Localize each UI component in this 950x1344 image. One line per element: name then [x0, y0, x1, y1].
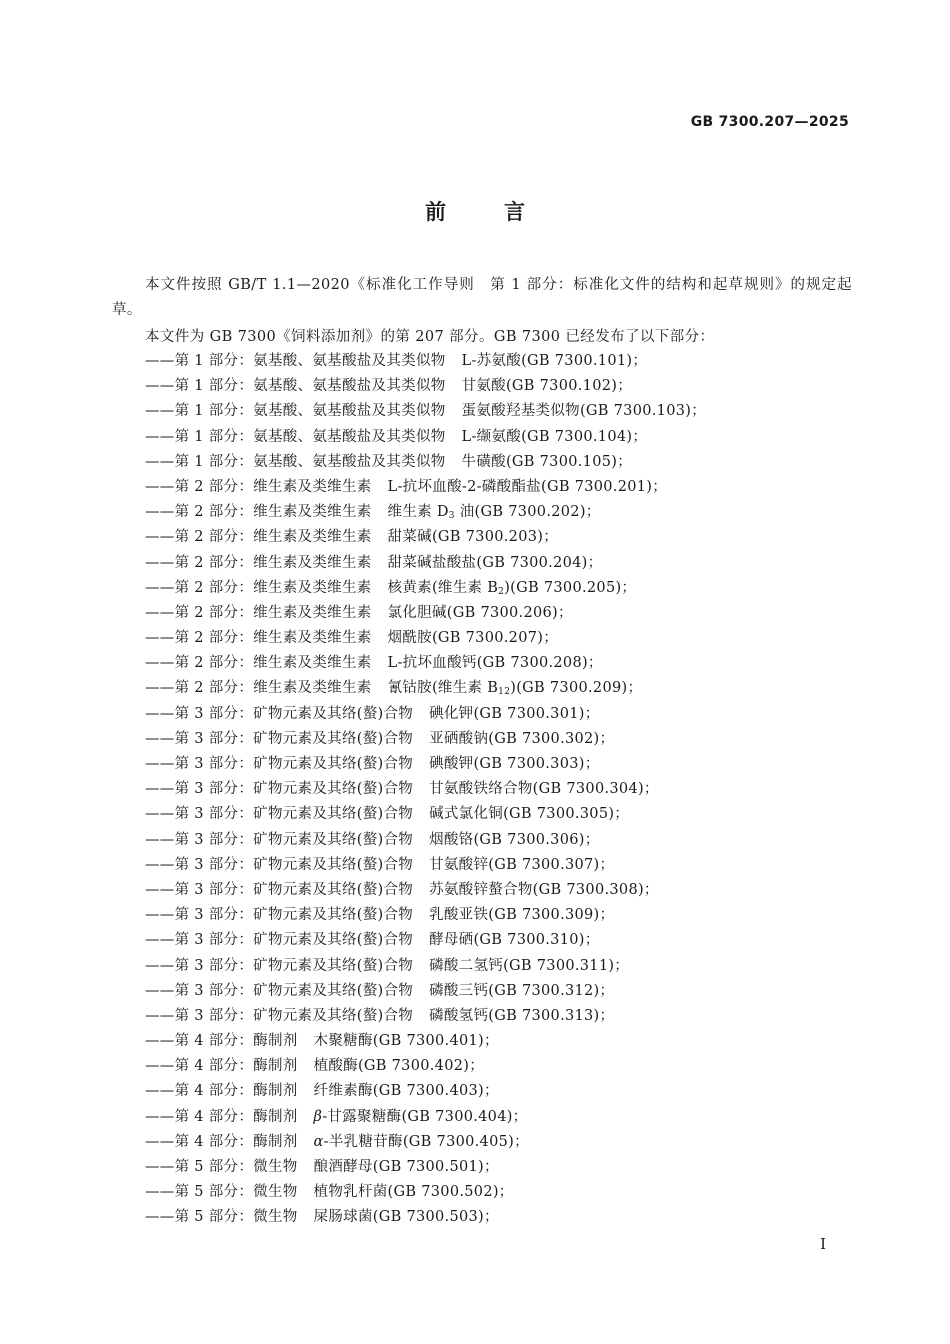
part-reference: (GB 7300.204)； — [476, 554, 603, 571]
part-prefix: ——第 2 部分：维生素及类维生素 — [145, 655, 372, 672]
part-name-text: L-抗坏血酸-2-磷酸酯盐 — [387, 478, 541, 495]
part-name-text: 甘氨酸锌 — [429, 856, 489, 873]
part-name — [462, 353, 522, 369]
part-reference: (GB 7300.306)； — [473, 831, 600, 848]
part-reference: (GB 7300.205)； — [510, 579, 637, 596]
part-name-suffix: ) — [504, 579, 511, 596]
part-name — [388, 630, 432, 646]
part-reference: (GB 7300.103)； — [579, 403, 707, 420]
part-reference: (GB 7300.102)； — [505, 378, 633, 395]
part-prefix: ——第 3 部分：矿物元素及其络(螯)合物 — [145, 730, 414, 747]
part-prefix: ——第 3 部分：矿物元素及其络(螯)合物 — [145, 781, 414, 798]
list-item — [145, 1180, 706, 1205]
part-prefix: ——第 4 部分：酶制剂 — [145, 1133, 298, 1150]
part-name — [429, 983, 488, 999]
part-name-text: 烟酰胺 — [387, 630, 432, 647]
part-reference: (GB 7300.302)； — [488, 730, 615, 747]
list-item — [145, 475, 706, 500]
part-name-text: 维生素 D — [387, 504, 449, 521]
part-prefix: ——第 3 部分：矿物元素及其络(螯)合物 — [145, 1007, 414, 1024]
part-reference: (GB 7300.401)； — [372, 1033, 499, 1050]
part-prefix: ——第 2 部分：维生素及类维生素 — [145, 529, 372, 546]
part-prefix: ——第 2 部分：维生素及类维生素 — [145, 554, 372, 571]
intro-paragraph-2: 本文件为 GB 7300《饲料添加剂》的第 207 部分。GB 7300 已经发布了以下部分： — [145, 329, 715, 345]
list-item — [145, 777, 706, 802]
list-item — [145, 601, 706, 626]
list-item — [145, 1155, 706, 1180]
part-name-text: 牛磺酸 — [461, 453, 506, 470]
list-item — [145, 727, 706, 752]
part-reference: (GB 7300.206)； — [446, 604, 573, 621]
list-item — [145, 853, 706, 878]
part-prefix: ——第 1 部分：氨基酸、氨基酸盐及其类似物 — [145, 428, 446, 445]
list-item — [145, 1029, 706, 1054]
part-name — [429, 857, 488, 873]
part-prefix: ——第 1 部分：氨基酸、氨基酸盐及其类似物 — [145, 453, 446, 470]
part-name — [388, 680, 517, 696]
part-reference: (GB 7300.402)； — [357, 1058, 485, 1075]
part-name — [462, 403, 580, 419]
list-item — [145, 702, 706, 727]
part-name — [429, 731, 488, 747]
part-name — [388, 655, 477, 671]
list-item — [145, 425, 706, 450]
part-reference: (GB 7300.301)； — [473, 705, 600, 722]
part-name-text: 乳酸亚铁 — [429, 907, 489, 924]
part-name-text: 酵母硒 — [429, 932, 474, 949]
part-reference: (GB 7300.309)； — [488, 907, 615, 924]
part-name — [429, 832, 473, 848]
part-reference: (GB 7300.312)； — [488, 982, 615, 999]
list-item — [145, 450, 706, 475]
part-name — [314, 1209, 373, 1225]
part-name-text: 磷酸氢钙 — [429, 1007, 489, 1024]
part-name-text: 植物乳杆菌 — [313, 1184, 388, 1201]
part-name-text: 磷酸三钙 — [429, 982, 489, 999]
part-prefix: ——第 1 部分：氨基酸、氨基酸盐及其类似物 — [145, 353, 446, 369]
part-name-text: 蛋氨酸羟基类似物 — [461, 403, 580, 420]
part-name-text: 甜菜碱 — [387, 529, 432, 546]
part-reference: (GB 7300.208)； — [476, 655, 603, 672]
standard-number: GB 7300.207—2025 — [690, 114, 849, 130]
part-reference: (GB 7300.307)； — [488, 856, 615, 873]
subscript: 12 — [498, 687, 511, 698]
part-reference: (GB 7300.105)； — [505, 453, 633, 470]
list-item — [145, 374, 706, 399]
part-name — [429, 756, 473, 772]
part-reference: (GB 7300.209)； — [516, 680, 643, 697]
part-name — [429, 806, 503, 822]
part-reference: (GB 7300.502)； — [387, 1184, 514, 1201]
part-name-text: 酿酒酵母 — [313, 1159, 373, 1175]
part-name — [429, 958, 503, 974]
list-item — [145, 551, 706, 576]
list-item — [145, 626, 706, 651]
part-name-text: 磷酸二氢钙 — [429, 957, 504, 974]
part-name — [314, 1184, 388, 1200]
part-reference: (GB 7300.207)； — [431, 630, 559, 647]
part-name-text: 木聚糖酶 — [313, 1033, 373, 1050]
part-prefix: ——第 5 部分：微生物 — [145, 1209, 298, 1226]
part-name — [388, 529, 432, 545]
part-name-text: 碱式氯化铜 — [429, 806, 504, 823]
part-reference: (GB 7300.405)； — [402, 1133, 529, 1150]
part-prefix: ——第 3 部分：矿物元素及其络(螯)合物 — [145, 932, 414, 949]
part-prefix: ——第 2 部分：维生素及类维生素 — [145, 504, 372, 521]
part-prefix: ——第 3 部分：矿物元素及其络(螯)合物 — [145, 907, 414, 924]
part-name — [388, 580, 511, 596]
part-prefix: ——第 4 部分：酶制剂 — [145, 1108, 298, 1125]
list-item — [145, 1205, 706, 1230]
part-name-suffix: 油 — [454, 504, 475, 521]
part-prefix: ——第 3 部分：矿物元素及其络(螯)合物 — [145, 756, 414, 772]
part-prefix: ——第 3 部分：矿物元素及其络(螯)合物 — [145, 705, 414, 722]
greek-letter: β — [313, 1108, 323, 1125]
list-item — [145, 1004, 706, 1029]
part-reference: (GB 7300.203)； — [431, 529, 559, 546]
list-item — [145, 954, 706, 979]
list-item — [145, 802, 706, 827]
part-name-text: L-抗坏血酸钙 — [387, 655, 477, 672]
part-prefix: ——第 3 部分：矿物元素及其络(螯)合物 — [145, 881, 414, 898]
part-reference: (GB 7300.501)； — [372, 1159, 499, 1175]
part-name — [429, 781, 533, 797]
part-prefix: ——第 5 部分：微生物 — [145, 1184, 298, 1201]
list-item — [145, 903, 706, 928]
part-name — [388, 605, 447, 621]
part-name-text: 植酸酶 — [313, 1058, 358, 1075]
part-prefix: ——第 5 部分：微生物 — [145, 1159, 298, 1175]
page-number: I — [820, 1235, 826, 1253]
part-name-text: 屎肠球菌 — [313, 1209, 373, 1226]
part-name-text: 甜菜碱盐酸盐 — [387, 554, 477, 571]
greek-letter: α — [313, 1133, 324, 1150]
page-title: 前言 — [425, 200, 583, 224]
list-item — [145, 1105, 706, 1130]
part-name-text: 亚硒酸钠 — [429, 730, 489, 747]
parts-list — [145, 349, 706, 1231]
part-reference: (GB 7300.101)； — [521, 353, 648, 369]
list-item — [145, 1130, 706, 1155]
part-name — [314, 1033, 373, 1049]
part-prefix: ——第 2 部分：维生素及类维生素 — [145, 680, 372, 697]
list-item — [145, 651, 706, 676]
part-name — [314, 1083, 373, 1099]
part-name-suffix: ) — [510, 680, 517, 697]
part-prefix: ——第 2 部分：维生素及类维生素 — [145, 478, 372, 495]
part-name — [462, 429, 522, 445]
part-name — [314, 1159, 373, 1175]
part-name-text: 纤维素酶 — [313, 1083, 373, 1100]
subscript: 2 — [498, 586, 505, 597]
part-prefix: ——第 2 部分：维生素及类维生素 — [145, 630, 372, 647]
list-item — [145, 878, 706, 903]
part-name — [429, 706, 473, 722]
list-item — [145, 1079, 706, 1104]
part-name — [314, 1109, 402, 1125]
list-item — [145, 928, 706, 953]
part-prefix: ——第 1 部分：氨基酸、氨基酸盐及其类似物 — [145, 378, 446, 395]
part-name — [314, 1058, 358, 1074]
intro-paragraph-1: 本文件按照 GB/T 1.1—2020《标准化工作导则 第 1 部分：标准化文件的结构和起草规则》的规定起草。 — [112, 277, 852, 318]
list-item — [145, 500, 706, 525]
list-item — [145, 525, 706, 550]
part-name — [429, 907, 488, 923]
list-item — [145, 576, 706, 601]
list-item — [145, 676, 706, 701]
part-prefix: ——第 1 部分：氨基酸、氨基酸盐及其类似物 — [145, 403, 446, 420]
part-reference: (GB 7300.304)； — [532, 781, 659, 798]
part-name — [388, 479, 541, 495]
list-item — [145, 349, 706, 374]
part-prefix: ——第 3 部分：矿物元素及其络(螯)合物 — [145, 982, 414, 999]
part-name — [388, 504, 475, 520]
part-name-text: 碘化钾 — [429, 705, 474, 722]
part-reference: (GB 7300.104)； — [521, 428, 648, 445]
list-item — [145, 399, 706, 424]
subscript: 3 — [448, 511, 455, 522]
list-item — [145, 752, 706, 777]
part-prefix: ——第 4 部分：酶制剂 — [145, 1083, 298, 1100]
part-reference: (GB 7300.201)； — [541, 478, 668, 495]
part-prefix: ——第 3 部分：矿物元素及其络(螯)合物 — [145, 806, 414, 823]
part-name-text: 甘氨酸 — [461, 378, 506, 395]
part-name-text: 烟酸铬 — [429, 831, 474, 848]
part-prefix: ——第 3 部分：矿物元素及其络(螯)合物 — [145, 856, 414, 873]
part-prefix: ——第 3 部分：矿物元素及其络(螯)合物 — [145, 831, 414, 848]
part-name-text: 苏氨酸锌螯合物 — [429, 881, 533, 898]
part-name-text: 氯化胆碱 — [387, 604, 447, 621]
part-reference: (GB 7300.403)； — [372, 1083, 499, 1100]
part-reference: (GB 7300.202)； — [474, 504, 601, 521]
part-name-text: L-苏氨酸 — [461, 353, 522, 369]
part-name — [314, 1134, 403, 1150]
part-prefix: ——第 4 部分：酶制剂 — [145, 1033, 298, 1050]
part-name — [462, 378, 506, 394]
part-prefix: ——第 2 部分：维生素及类维生素 — [145, 579, 372, 596]
list-item — [145, 828, 706, 853]
part-reference: (GB 7300.303)； — [473, 756, 600, 772]
part-name-text: 碘酸钾 — [429, 756, 474, 772]
part-prefix: ——第 3 部分：矿物元素及其络(螯)合物 — [145, 957, 414, 974]
part-reference: (GB 7300.308)； — [532, 881, 659, 898]
part-name-text: L-缬氨酸 — [461, 428, 522, 445]
part-reference: (GB 7300.305)； — [503, 806, 630, 823]
part-name — [462, 454, 506, 470]
part-reference: (GB 7300.310)； — [473, 932, 600, 949]
part-name — [429, 882, 533, 898]
part-reference: (GB 7300.311)； — [503, 957, 630, 974]
list-item — [145, 979, 706, 1004]
part-name — [388, 555, 477, 571]
part-prefix: ——第 4 部分：酶制剂 — [145, 1058, 298, 1075]
part-reference: (GB 7300.313)； — [488, 1007, 615, 1024]
part-name-text: 核黄素(维生素 B — [387, 579, 499, 596]
part-reference: (GB 7300.404)； — [401, 1108, 528, 1125]
part-reference: (GB 7300.503)； — [372, 1209, 499, 1226]
part-name-text: 氰钴胺(维生素 B — [387, 680, 499, 697]
part-name-text: -半乳糖苷酶 — [323, 1133, 403, 1150]
part-name-text: -甘露聚糖酶 — [322, 1108, 402, 1125]
list-item — [145, 1054, 706, 1079]
part-name — [429, 932, 473, 948]
part-name-text: 甘氨酸铁络合物 — [429, 781, 533, 798]
part-prefix: ——第 2 部分：维生素及类维生素 — [145, 604, 372, 621]
part-name — [429, 1008, 488, 1024]
